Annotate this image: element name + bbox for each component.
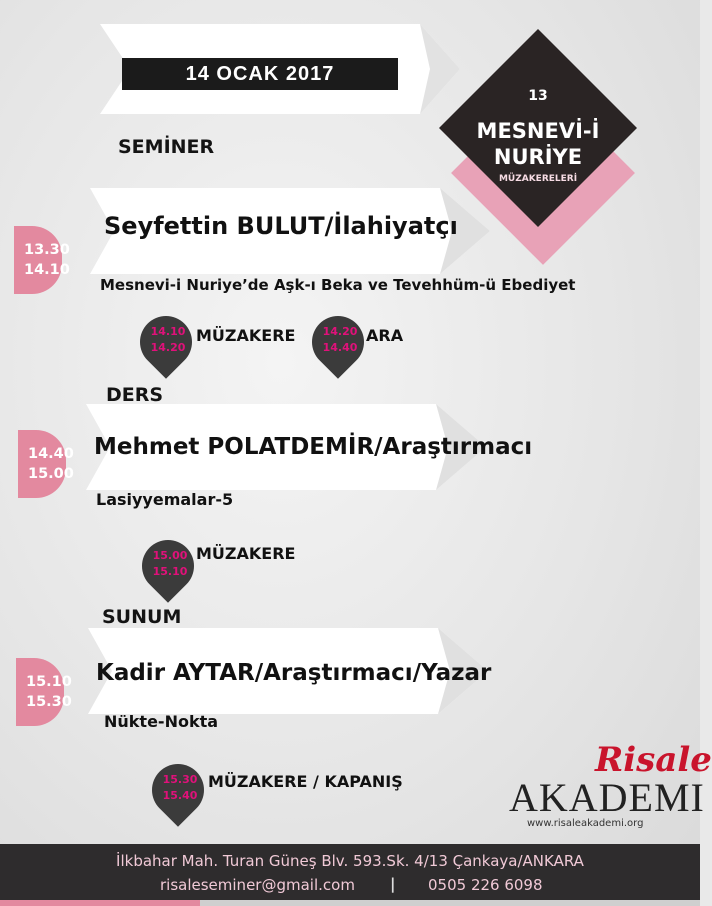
event-date: 14 OCAK 2017 [122,58,398,90]
event-logo [440,40,670,270]
session-1-time [14,226,70,294]
session-1-break-2-start: 14.20 [322,325,358,338]
brand-name-bottom: AKADEMI [509,775,705,820]
brand-url[interactable]: www.risaleakademi.org [527,818,644,829]
session-2-type: DERS [106,384,164,406]
footer-email[interactable]: risaleseminer@gmail.com [160,876,355,894]
session-3-break-1-end: 15.40 [162,789,198,802]
session-1-time-end: 14.10 [24,262,70,278]
session-1-type: SEMİNER [118,136,215,158]
logo-number: 13 [528,88,548,104]
session-1-break-1-time [146,324,190,356]
session-1-break-1-end: 14.20 [150,341,186,354]
session-3-speaker: Kadir AYTAR/Araştırmacı/Yazar [96,660,492,686]
session-2-time [18,430,74,498]
session-3-type: SUNUM [102,606,182,628]
session-1-topic: Mesnevi-i Nuriye’de Aşk-ı Beka ve Tevehhüm-ü Ebediyet [100,276,576,294]
logo-title-line1: MESNEVİ-İ [476,119,600,143]
session-2-time-start: 14.40 [28,446,74,462]
session-1-break-2-label: ARA [366,326,404,345]
session-2-break-1-pin [142,540,194,592]
session-1-break-2-end: 14.40 [322,341,358,354]
session-1-break-1-label: MÜZAKERE [196,326,296,345]
session-2-time-end: 15.00 [28,466,74,482]
session-2-break-1-time [148,548,192,580]
footer-phone[interactable]: 0505 226 6098 [428,876,543,894]
session-3-time-end: 15.30 [26,694,72,710]
session-1-time-start: 13.30 [24,242,70,258]
brand-name-top: Risale [595,740,712,780]
session-1-break-2-pin [312,316,364,368]
session-3-time [16,658,72,726]
session-1-break-1-pin [140,316,192,368]
session-1-break-1-start: 14.10 [150,325,186,338]
logo-subtitle: MÜZAKERELERİ [498,174,578,184]
footer-accent-bar [0,900,200,906]
logo-title [440,118,636,170]
session-1-speaker: Seyfettin BULUT/İlahiyatçı [104,212,458,240]
session-2-break-1-end: 15.10 [152,565,188,578]
session-3-break-1-pin [152,764,204,816]
session-3-topic: Nükte-Nokta [104,712,219,731]
session-3-break-1-start: 15.30 [162,773,198,786]
session-1-break-2-time [318,324,362,356]
session-3-time-start: 15.10 [26,674,72,690]
session-2-speaker: Mehmet POLATDEMİR/Araştırmacı [94,434,533,460]
session-2-topic: Lasiyyemalar-5 [96,490,234,509]
session-2-break-1-label: MÜZAKERE [196,544,296,563]
session-3-break-1-label: MÜZAKERE / KAPANIŞ [208,772,403,791]
session-3-break-1-time [158,772,202,804]
footer-separator: | [390,875,396,893]
brand-logo [503,740,712,830]
session-2-break-1-start: 15.00 [152,549,188,562]
footer [0,844,700,900]
logo-title-line2: NURİYE [493,145,583,169]
footer-address: İlkbahar Mah. Turan Güneş Blv. 593.Sk. 4/13 Çankaya/ANKARA [116,852,584,870]
footer-grey-bar [200,900,700,906]
